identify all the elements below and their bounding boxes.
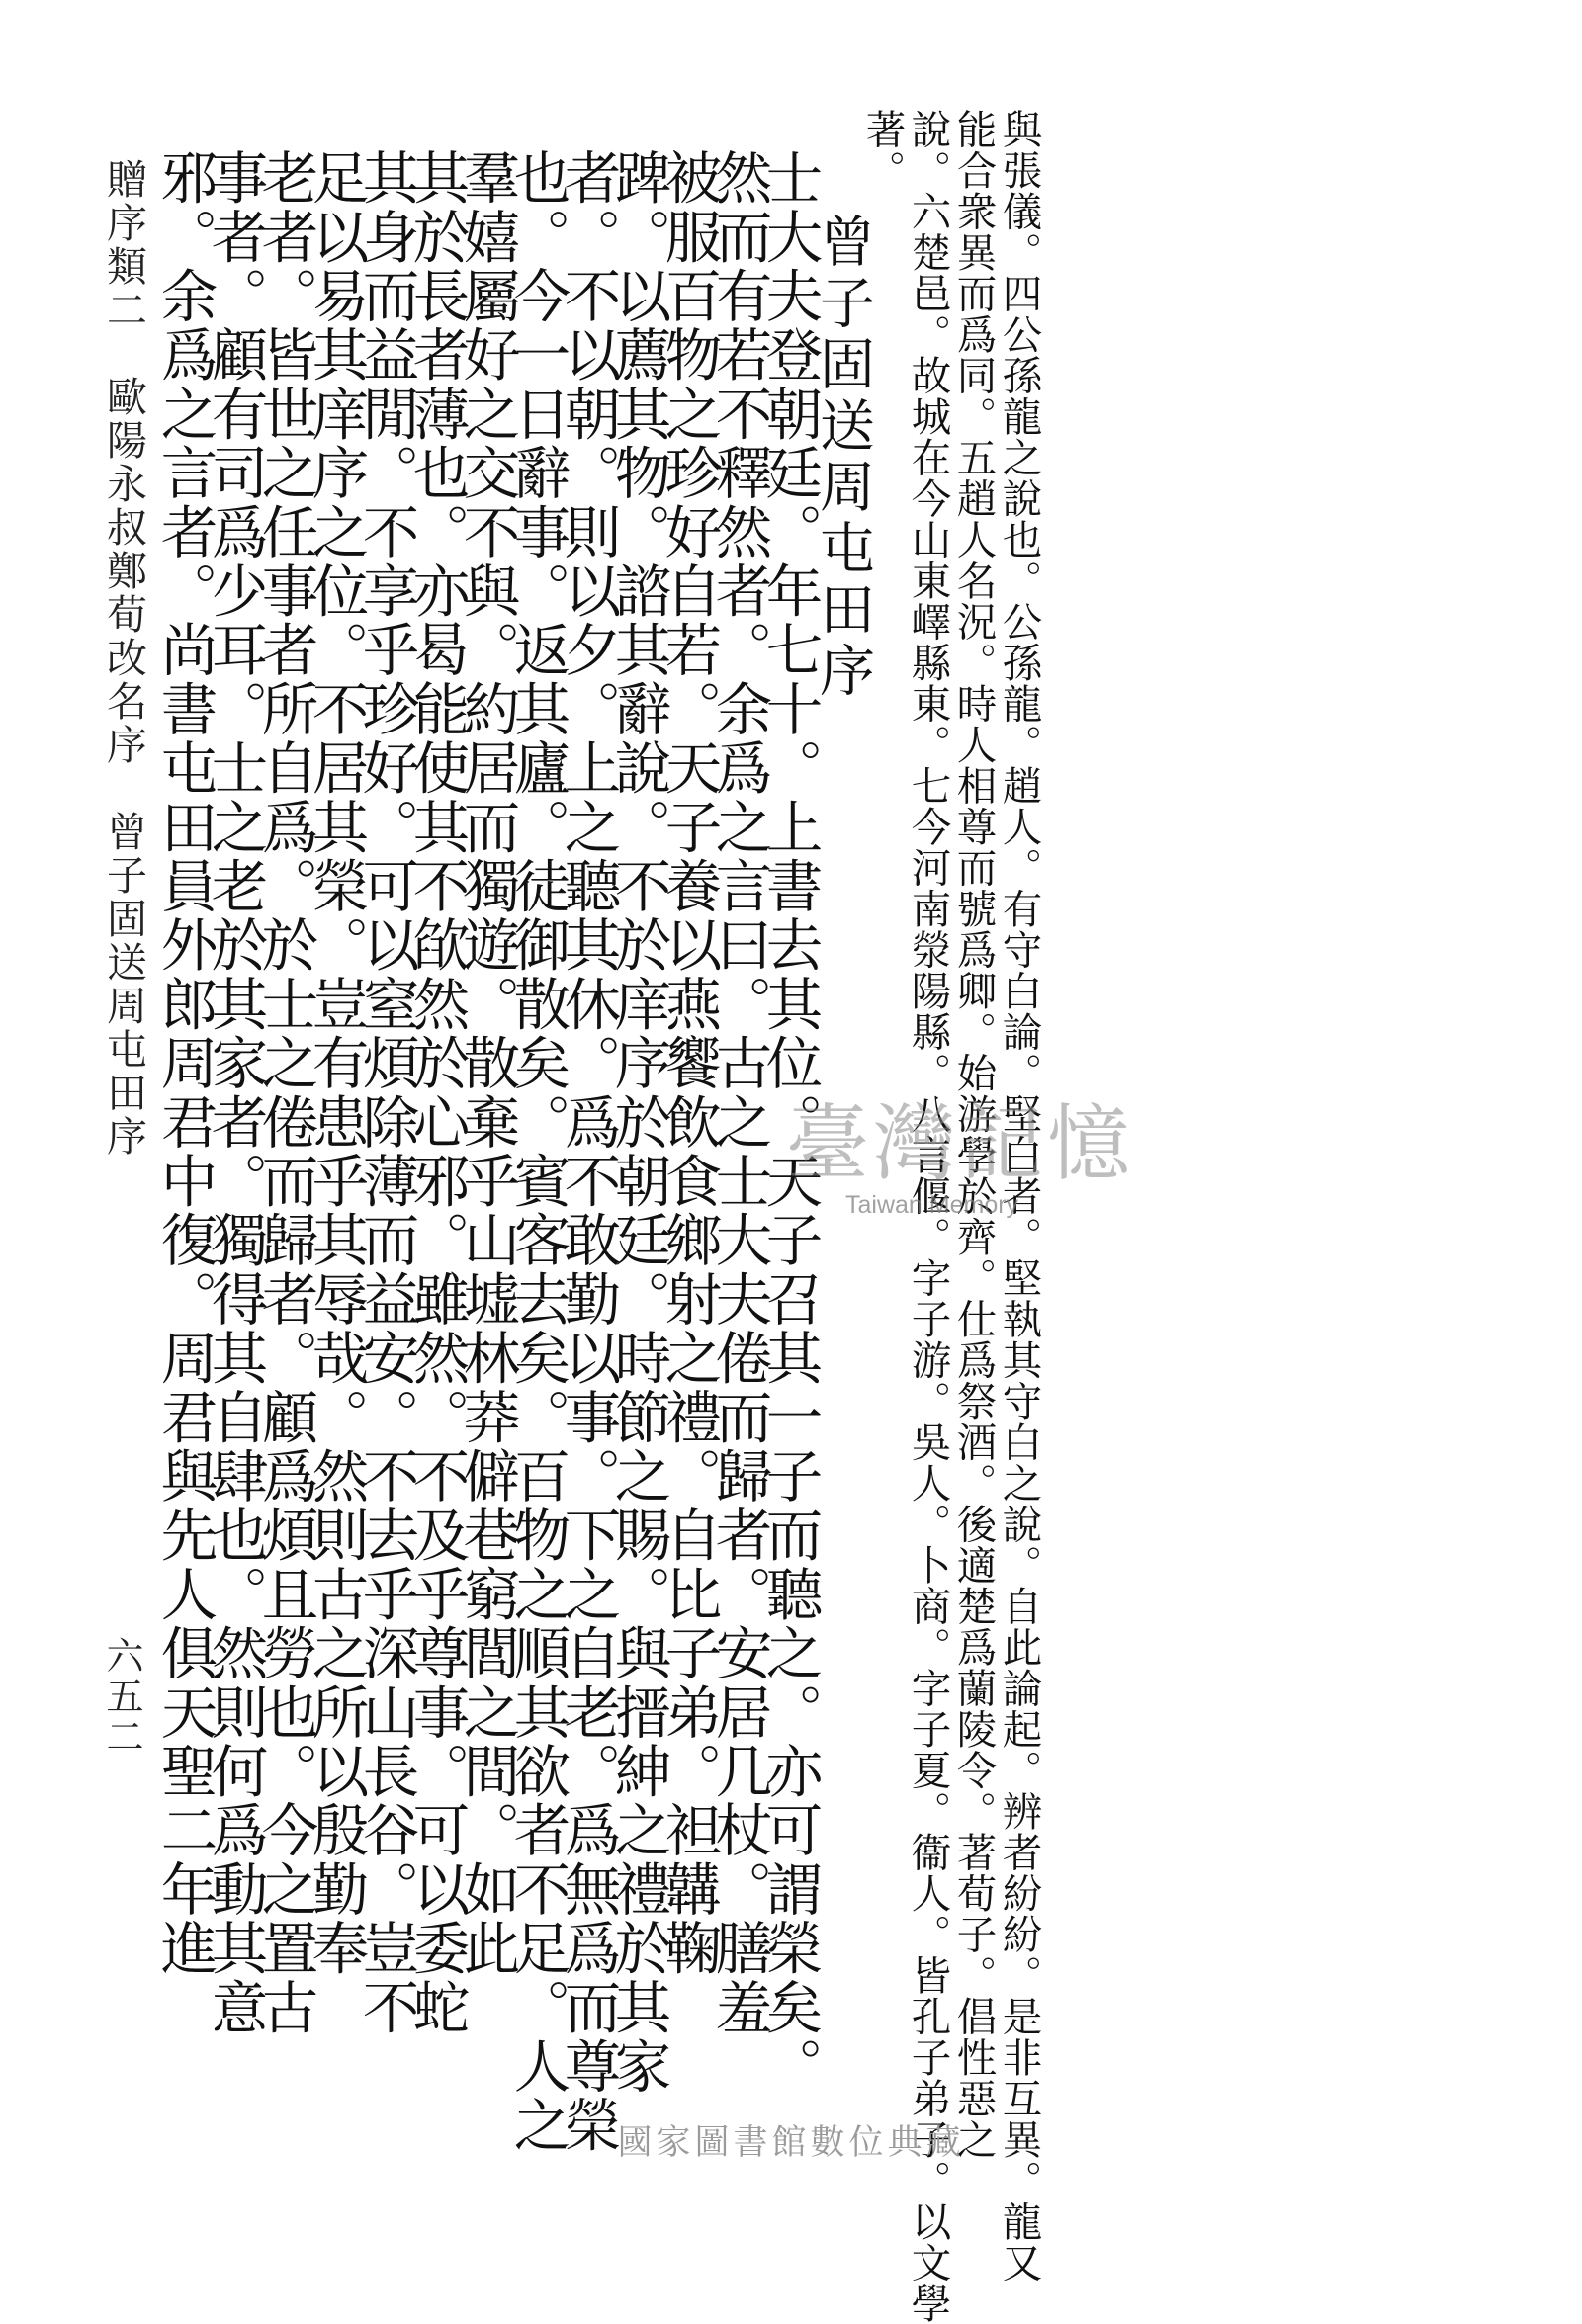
note-column-3: 說。六楚邑。故城在今山東嶧縣東。七今河南滎陽縣。八言偃。字子游。吳人。卜商。字子夏。衞人。皆孔子弟子。以文學 <box>904 109 952 2324</box>
watermark-english: Taiwan Memory <box>845 1191 1019 1219</box>
body-column-11: 老者。皆世之任事者所自爲。於士之倦而歸者。顧爲煩且勞也。今之置古 <box>252 148 319 2037</box>
running-head: 贈序類二 歐陽永叔鄭荀改名序 曾子固送周屯田序 <box>100 158 147 1159</box>
page-number: 六五二 <box>100 1636 143 1758</box>
essay-title: 曾子固送周屯田序 <box>811 213 875 703</box>
body-column-7: 羣嬉屬好之交不與。約居而獨遊。散棄乎山墟林莽僻巷窮閭之間。如此 <box>454 148 521 1978</box>
watermark-logo-text: 臺灣記憶 <box>786 1095 1135 1192</box>
footer-caption: 國家圖書館數位典藏 <box>617 2123 965 2163</box>
body-column-2: 然而有若不釋然者。余爲之言曰。古之士大夫倦而歸者。安居几杖。膳羞 <box>706 148 773 2037</box>
note-column-2: 能合衆異而爲同。五趙人名況。時人相尊而號爲卿。始游學於齊。仕爲祭酒。後適楚爲蘭陵令。著荀子。倡性惡之 <box>949 109 998 2160</box>
body-column-13: 邪。余爲之言者。尚書屯田員外郎周君中復。周君與先人俱天聖二年進 <box>151 148 219 1978</box>
body-column-9: 其身而益閒。不享乎珍好。可以窒煩除薄而益安。不去乎深山長谷。豈不 <box>353 148 420 2037</box>
body-column-10: 足以易其庠序之位。不居其榮。豈有患乎其辱哉。然則古之所以殷勤奉 <box>303 148 370 1978</box>
note-column-4: 著。 <box>858 109 907 191</box>
body-column-8: 其於長者薄也。亦曷能使其不欿然於心邪。雖然。不及乎尊事。可以委蛇 <box>403 148 471 2037</box>
body-column-6: 也。今一日辭事。返其廬。徒御散矣。賓客去矣。百物之順其欲者不足。人之 <box>504 148 571 2155</box>
body-column-5: 者。不以朝。則以夕。上之聽其休。爲不敢勤以事。下之自老。爲無爲而尊榮 <box>555 148 622 2155</box>
body-column-12: 事者。顧有司爲少耳。士之老於其家者。獨得其自肆也。然則何爲動其意 <box>202 148 269 2037</box>
note-column-1: 與張儀。四公孫龍之說也。公孫龍。趙人。有守白論。堅白者。堅執其守白之說。自此論起。辨者紛紛。是非互異。龍又 <box>995 109 1043 2283</box>
body-column-3: 被服百物之珍好自若。天子養以燕饗飲食鄉射之禮。自比子弟。袒韝鞠 <box>656 148 723 1978</box>
body-column-1: 士大夫登朝廷。年七十。上書去其位。天子召其一子而聽之。亦可謂榮矣。 <box>756 148 824 2097</box>
body-column-4: 䠋。以薦其物。諮其辭說。不於庠序於朝廷。時節之賜。與搢紳之禮於其家 <box>605 148 672 2097</box>
